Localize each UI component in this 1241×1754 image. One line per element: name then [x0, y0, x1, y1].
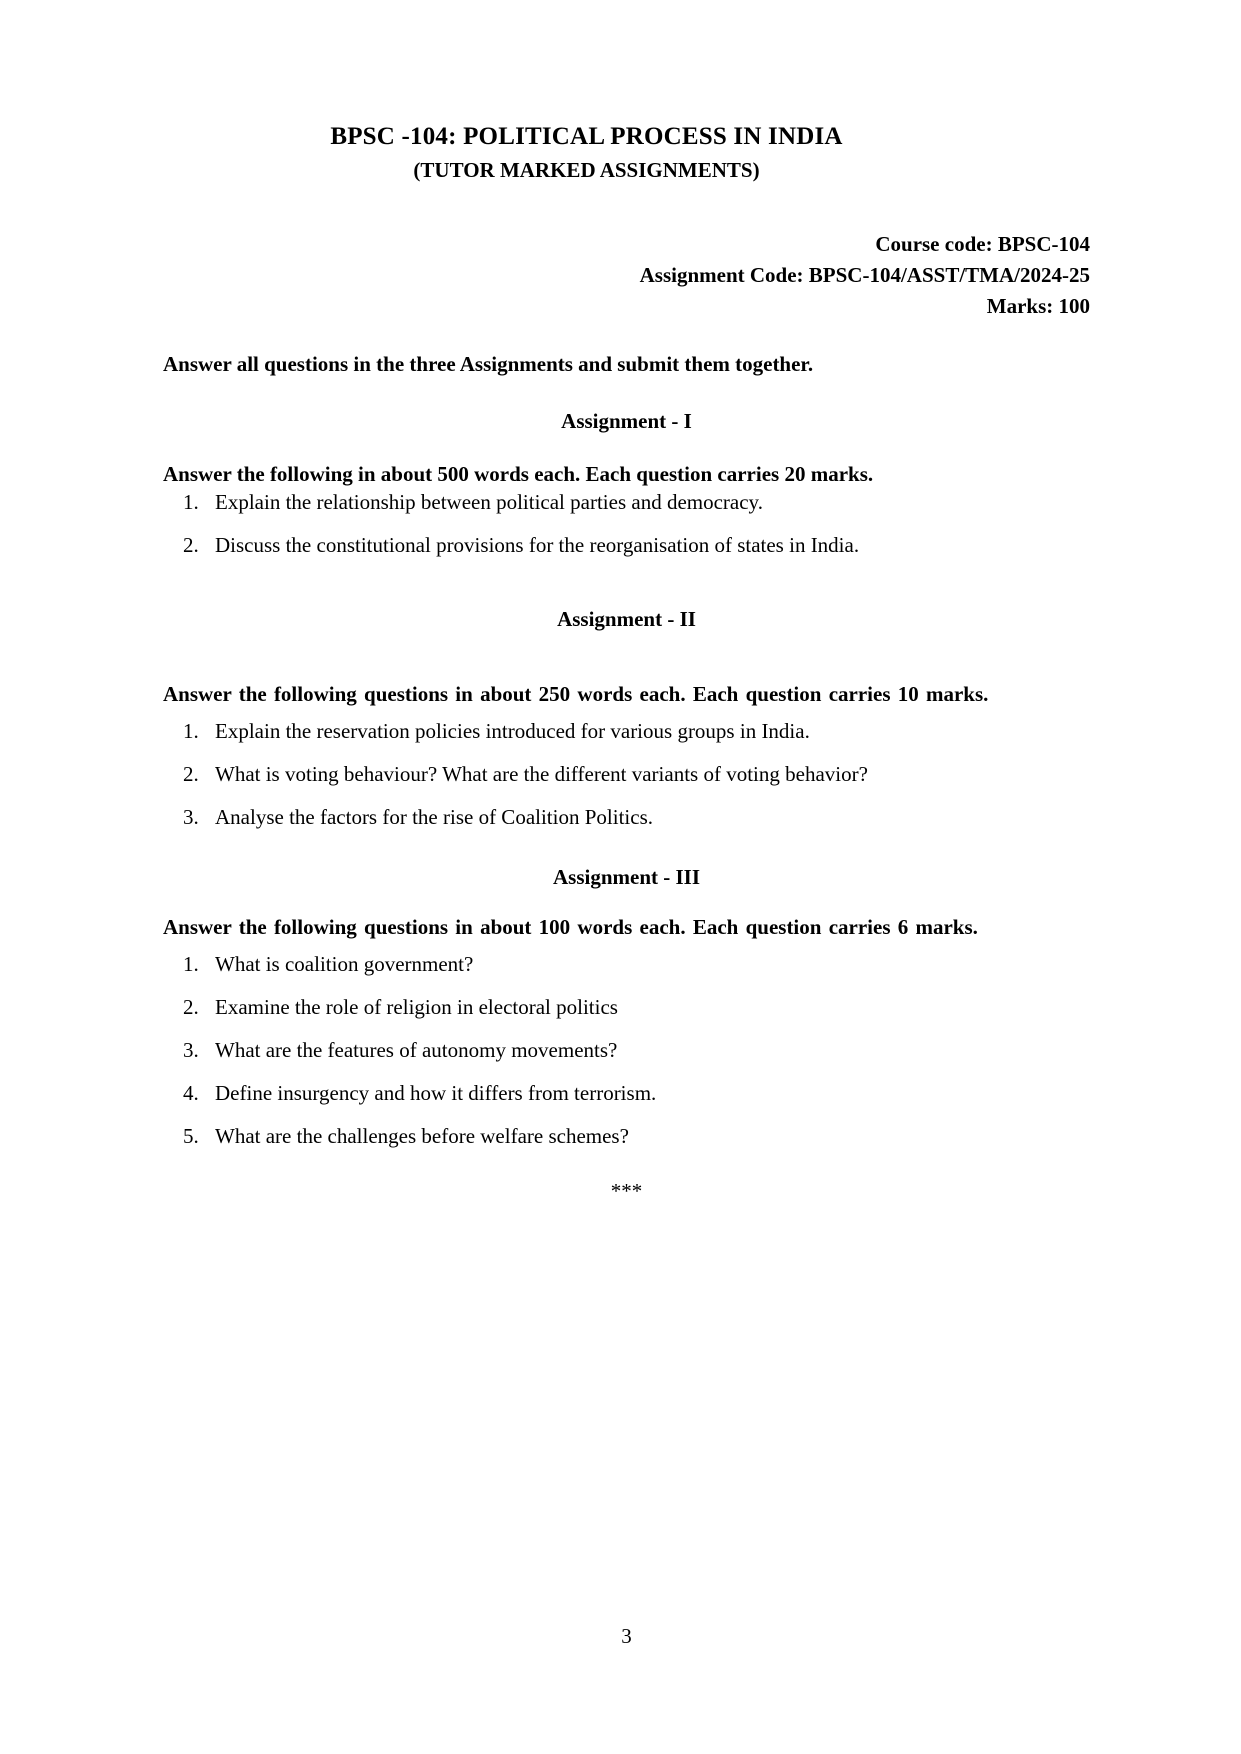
marks-line: Marks: 100 [986, 294, 1090, 318]
question-text: What is coalition government? [215, 952, 474, 976]
end-marker: *** [610, 1179, 643, 1203]
assignment-1-section [163, 407, 1090, 559]
question-item [163, 531, 1090, 559]
question-text: What are the features of autonomy movements? [215, 1038, 618, 1062]
question-item [163, 950, 1090, 978]
page-title: BPSC -104: POLITICAL PROCESS IN INDIA [330, 123, 843, 150]
question-text: Explain the relationship between political parties and democracy. [215, 490, 763, 514]
question-item [163, 1079, 1090, 1107]
question-text: What are the challenges before welfare schemes? [215, 1124, 629, 1148]
question-item [163, 760, 1090, 788]
document-header [163, 121, 1010, 185]
assignment-1-questions [163, 488, 1090, 559]
assignment-3-questions [163, 950, 1090, 1150]
course-meta-block [163, 229, 1090, 322]
question-item [163, 1036, 1090, 1064]
question-item [163, 717, 1090, 745]
assignment-2-questions [163, 717, 1090, 831]
question-text: Define insurgency and how it differs from terrorism. [215, 1081, 657, 1105]
assignment-3-heading: Assignment - III [552, 865, 701, 889]
question-text: What is voting behaviour? What are the different variants of voting behavior? [215, 762, 868, 786]
assignment-2-section [163, 605, 1090, 831]
page-number: 3 [621, 1624, 632, 1648]
general-instruction: Answer all questions in the three Assignments and submit them together. [163, 352, 814, 376]
question-item [163, 1122, 1090, 1150]
assignment-code-line: Assignment Code: BPSC-104/ASST/TMA/2024-25 [639, 263, 1090, 287]
assignment-1-heading: Assignment - I [561, 409, 692, 433]
course-code-line: Course code: BPSC-104 [875, 232, 1090, 256]
assignment-1-instruction: Answer the following in about 500 words each. Each question carries 20 marks. [163, 462, 874, 486]
question-item [163, 488, 1090, 516]
assignment-2-heading: Assignment - II [557, 607, 696, 631]
assignment-2-instruction: Answer the following questions in about 250 words each. Each question carries 10 marks. [163, 682, 989, 706]
assignment-3-instruction: Answer the following questions in about 100 words each. Each question carries 6 marks. [163, 915, 978, 939]
question-text: Examine the role of religion in electoral politics [215, 995, 618, 1019]
question-text: Discuss the constitutional provisions for the reorganisation of states in India. [215, 533, 860, 557]
question-text: Analyse the factors for the rise of Coalition Politics. [215, 805, 653, 829]
assignment-3-section [163, 863, 1090, 1150]
page-subtitle: (TUTOR MARKED ASSIGNMENTS) [413, 158, 760, 182]
question-item [163, 993, 1090, 1021]
question-item [163, 803, 1090, 831]
question-text: Explain the reservation policies introduced for various groups in India. [215, 719, 810, 743]
